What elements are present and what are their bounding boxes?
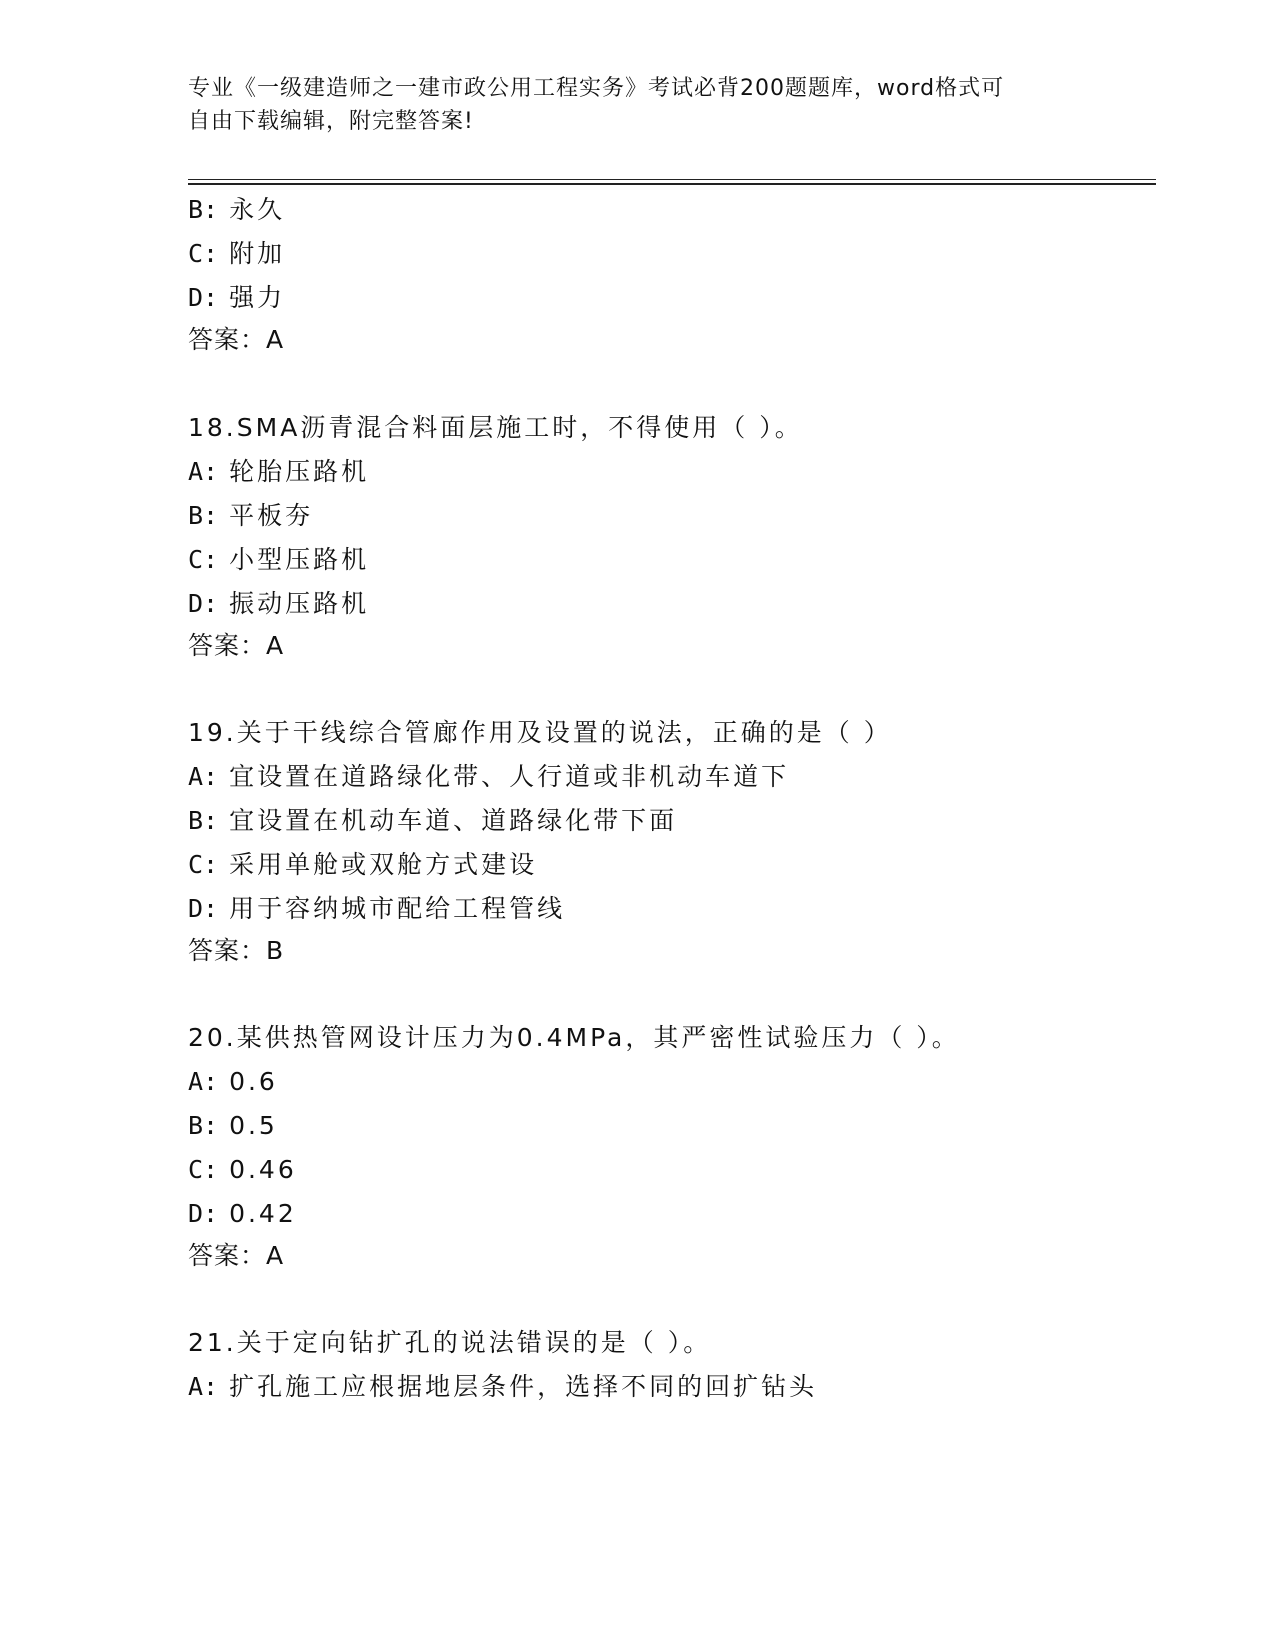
question-stem: 21.关于定向钻扩孔的说法错误的是（ ）。 — [188, 1328, 712, 1357]
option-text: 强力 — [229, 283, 286, 312]
option-text: 0.42 — [229, 1199, 297, 1228]
option-row: C: 附加 — [188, 239, 286, 268]
option-row: B: 永久 — [188, 195, 286, 224]
option-text: 永久 — [229, 195, 286, 224]
option-text: 0.5 — [229, 1111, 278, 1140]
option-row: C: 0.46 — [188, 1155, 297, 1184]
document-header — [188, 72, 1088, 138]
option-text: 宜设置在机动车道、道路绿化带下面 — [229, 806, 678, 835]
option-text: 扩孔施工应根据地层条件，选择不同的回扩钻头 — [229, 1372, 818, 1401]
option-row: B: 0.5 — [188, 1111, 278, 1140]
answer-line: 答案：B — [188, 936, 285, 965]
option-row: A: 扩孔施工应根据地层条件，选择不同的回扩钻头 — [188, 1372, 818, 1401]
option-text: 采用单舱或双舱方式建设 — [229, 850, 538, 879]
option-text: 用于容纳城市配给工程管线 — [229, 894, 566, 923]
option-row: C: 采用单舱或双舱方式建设 — [188, 850, 538, 879]
option-row: D: 用于容纳城市配给工程管线 — [188, 894, 566, 923]
answer-line: 答案：A — [188, 631, 285, 660]
option-row: D: 强力 — [188, 283, 286, 312]
option-row: D: 0.42 — [188, 1199, 297, 1228]
option-row: B: 宜设置在机动车道、道路绿化带下面 — [188, 806, 678, 835]
option-row: A: 宜设置在道路绿化带、人行道或非机动车道下 — [188, 762, 790, 791]
option-text: 0.46 — [229, 1155, 297, 1184]
question-stem: 18.SMA沥青混合料面层施工时，不得使用（ ）。 — [188, 413, 803, 442]
option-text: 附加 — [229, 239, 286, 268]
option-row: A: 轮胎压路机 — [188, 457, 370, 486]
question-stem: 20.某供热管网设计压力为0.4MPa，其严密性试验压力（ ）。 — [188, 1023, 960, 1052]
option-text: 轮胎压路机 — [229, 457, 370, 486]
option-text: 平板夯 — [229, 501, 314, 530]
option-text: 0.6 — [229, 1067, 278, 1096]
option-row: C: 小型压路机 — [188, 545, 370, 574]
answer-line: 答案：A — [188, 1241, 285, 1270]
option-text: 振动压路机 — [229, 589, 370, 618]
question-stem: 19.关于干线综合管廊作用及设置的说法，正确的是（ ） — [188, 718, 892, 747]
header-line-1: 专业《一级建造师之一建市政公用工程实务》考试必背200题题库，word格式可 — [188, 76, 1005, 101]
option-row: D: 振动压路机 — [188, 589, 370, 618]
answer-line: 答案：A — [188, 325, 285, 354]
option-row: B: 平板夯 — [188, 501, 314, 530]
header-rule-thin — [188, 179, 1156, 180]
header-line-2: 自由下载编辑，附完整答案! — [188, 109, 474, 134]
header-rule-thick — [188, 183, 1156, 185]
option-text: 小型压路机 — [229, 545, 370, 574]
option-text: 宜设置在道路绿化带、人行道或非机动车道下 — [229, 762, 790, 791]
option-row: A: 0.6 — [188, 1067, 278, 1096]
